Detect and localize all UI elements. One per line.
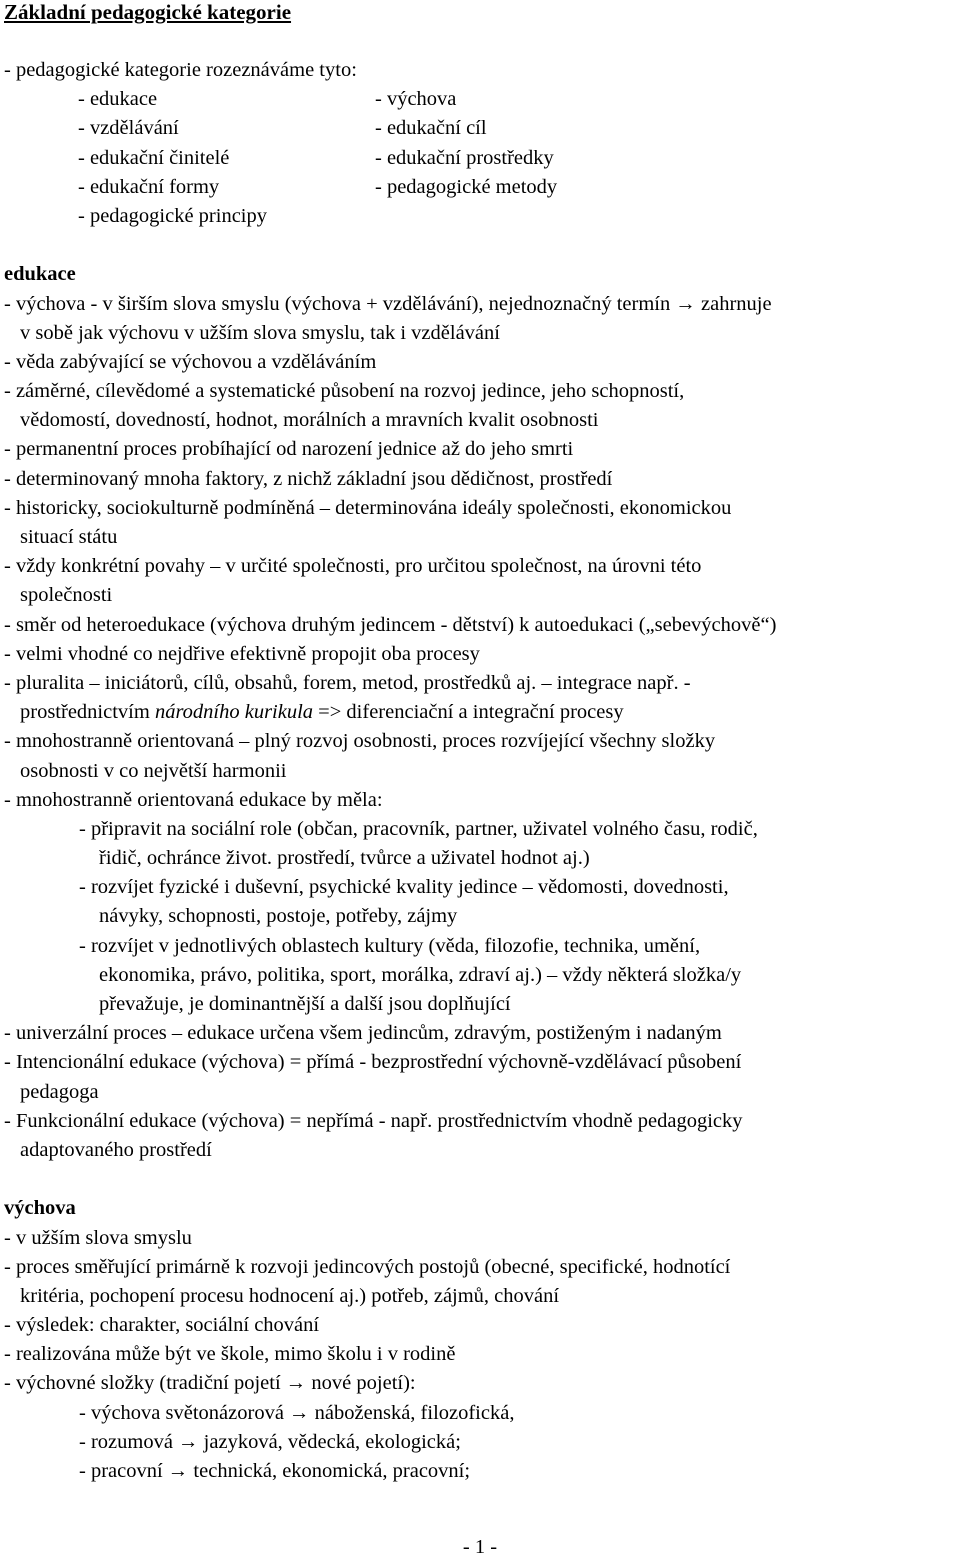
category-item: - edukační formy: [78, 175, 220, 198]
section-edukace: [4, 260, 954, 1165]
text-line: - věda zabývající se výchovou a vzděláváním: [4, 350, 377, 373]
text-line: - mnohostranně orientovaná edukace by měla:: [4, 788, 383, 811]
category-row: [4, 85, 954, 114]
text-line: - mnohostranně orientovaná – plný rozvoj osobnosti, proces rozvíjející všechny složky: [4, 730, 716, 753]
text-line: - výsledek: charakter, sociální chování: [4, 1314, 320, 1337]
text-line: - záměrné, cílevědomé a systematické působení na rozvoj jedince, jeho schopností,: [4, 380, 685, 403]
text-line: řidič, ochránce život. prostředí, tvůrce a uživatel hodnot aj.): [99, 847, 590, 870]
text-line: - pracovní → technická, ekonomická, pracovní;: [79, 1460, 471, 1482]
document-title: Základní pedagogické kategorie: [4, 0, 292, 24]
text-line: - Funkcionální edukace (výchova) = nepřímá - např. prostřednictvím vhodně pedagogicky: [4, 1109, 743, 1132]
text-line: - rozumová → jazyková, vědecká, ekologická;: [79, 1430, 461, 1453]
text-line: - univerzální proces – edukace určena všem jedincům, zdravým, postiženým i nadaným: [4, 1022, 722, 1045]
text-span: => diferenciační a integrační procesy: [313, 701, 624, 724]
text-line: - velmi vhodné co nejdřive efektivně propojit oba procesy: [4, 642, 480, 665]
text-line: - vždy konkrétní povahy – v určité společnosti, pro určitou společnost, na úrovni této: [4, 555, 702, 578]
text-line: převažuje, je dominantnější a další jsou doplňující: [99, 993, 511, 1015]
text-line: - výchova - v širším slova smyslu (výchova + vzdělávání), nejednoznačný termín → zahrnuje: [4, 292, 772, 315]
category-item: - pedagogické principy: [78, 204, 267, 227]
text-span: prostřednictvím: [20, 701, 155, 724]
text-line: vědomostí, dovedností, hodnot, morálních a mravních kvalit osobnosti: [20, 409, 599, 432]
intro-line: - pedagogické kategorie rozeznáváme tyto:: [4, 59, 357, 81]
category-row: [4, 144, 954, 173]
category-list: [4, 85, 954, 231]
category-row: [4, 202, 954, 231]
text-line: - realizována může být ve škole, mimo školu i v rodině: [4, 1343, 456, 1366]
text-line: pedagoga: [20, 1080, 99, 1103]
category-item: - edukační činitelé: [78, 146, 230, 169]
text-line: v sobě jak výchovu v užším slova smyslu, tak i vzdělávání: [20, 321, 500, 344]
section-heading: edukace: [4, 263, 76, 286]
text-line: společnosti: [20, 584, 113, 607]
text-line: - v užším slova smyslu: [4, 1226, 192, 1249]
section-vychova: [4, 1194, 954, 1486]
text-line: situací státu: [20, 526, 118, 548]
text-line: - rozvíjet fyzické i duševní, psychické kvality jedince – vědomosti, dovednosti,: [79, 876, 729, 899]
text-line: návyky, schopnosti, postoje, potřeby, zájmy: [99, 905, 458, 928]
text-line: - determinovaný mnoha faktory, z nichž základní jsou dědičnost, prostředí: [4, 467, 613, 490]
category-row: [4, 173, 954, 202]
text-line: - výchova světonázorová → náboženská, filozofická,: [79, 1401, 515, 1424]
category-item: - pedagogické metody: [375, 175, 558, 198]
text-line: - proces směřující primárně k rozvoji jedincových postojů (obecné, specifické, hodnotící: [4, 1255, 731, 1278]
text-line: - připravit na sociální role (občan, pracovník, partner, uživatel volného času, rodič,: [79, 817, 758, 840]
category-item: - vzdělávání: [78, 117, 179, 140]
text-line: - permanentní proces probíhající od narození jednice až do jeho smrti: [4, 438, 574, 461]
category-item: - výchova: [375, 88, 457, 111]
text-line: - rozvíjet v jednotlivých oblastech kultury (věda, filozofie, technika, umění,: [79, 934, 701, 957]
page-number: - 1 -: [462, 1536, 498, 1558]
text-line: - výchovné složky (tradiční pojetí → nové pojetí):: [4, 1372, 416, 1395]
text-line: - pluralita – iniciátorů, cílů, obsahů, forem, metod, prostředků aj. – integrace např. -: [4, 671, 691, 694]
text-line: osobnosti v co největší harmonii: [20, 759, 287, 782]
text-line: - směr od heteroedukace (výchova druhým jedincem - dětství) k autoedukaci („sebevýchově“): [4, 613, 777, 636]
text-line: kritéria, pochopení procesu hodnocení aj.) potřeb, zájmů, chování: [20, 1284, 560, 1307]
text-line: - Intencionální edukace (výchova) = přímá - bezprostřední výchovně-vzdělávací působení: [4, 1051, 742, 1074]
section-heading: výchova: [4, 1197, 76, 1220]
category-row: [4, 114, 954, 143]
category-item: - edukační cíl: [375, 117, 487, 140]
category-item: - edukace: [78, 88, 158, 111]
text-line: - historicky, sociokulturně podmíněná – determinována ideály společnosti, ekonomickou: [4, 496, 732, 519]
kurikula-line: [4, 698, 954, 727]
text-line: adaptovaného prostředí: [20, 1138, 212, 1161]
category-item: - edukační prostředky: [375, 146, 554, 169]
document-page: [4, 0, 954, 1486]
italic-term: národního kurikula: [154, 701, 314, 724]
text-line: ekonomika, právo, politika, sport, morálka, zdraví aj.) – vždy některá složka/y: [99, 963, 742, 986]
